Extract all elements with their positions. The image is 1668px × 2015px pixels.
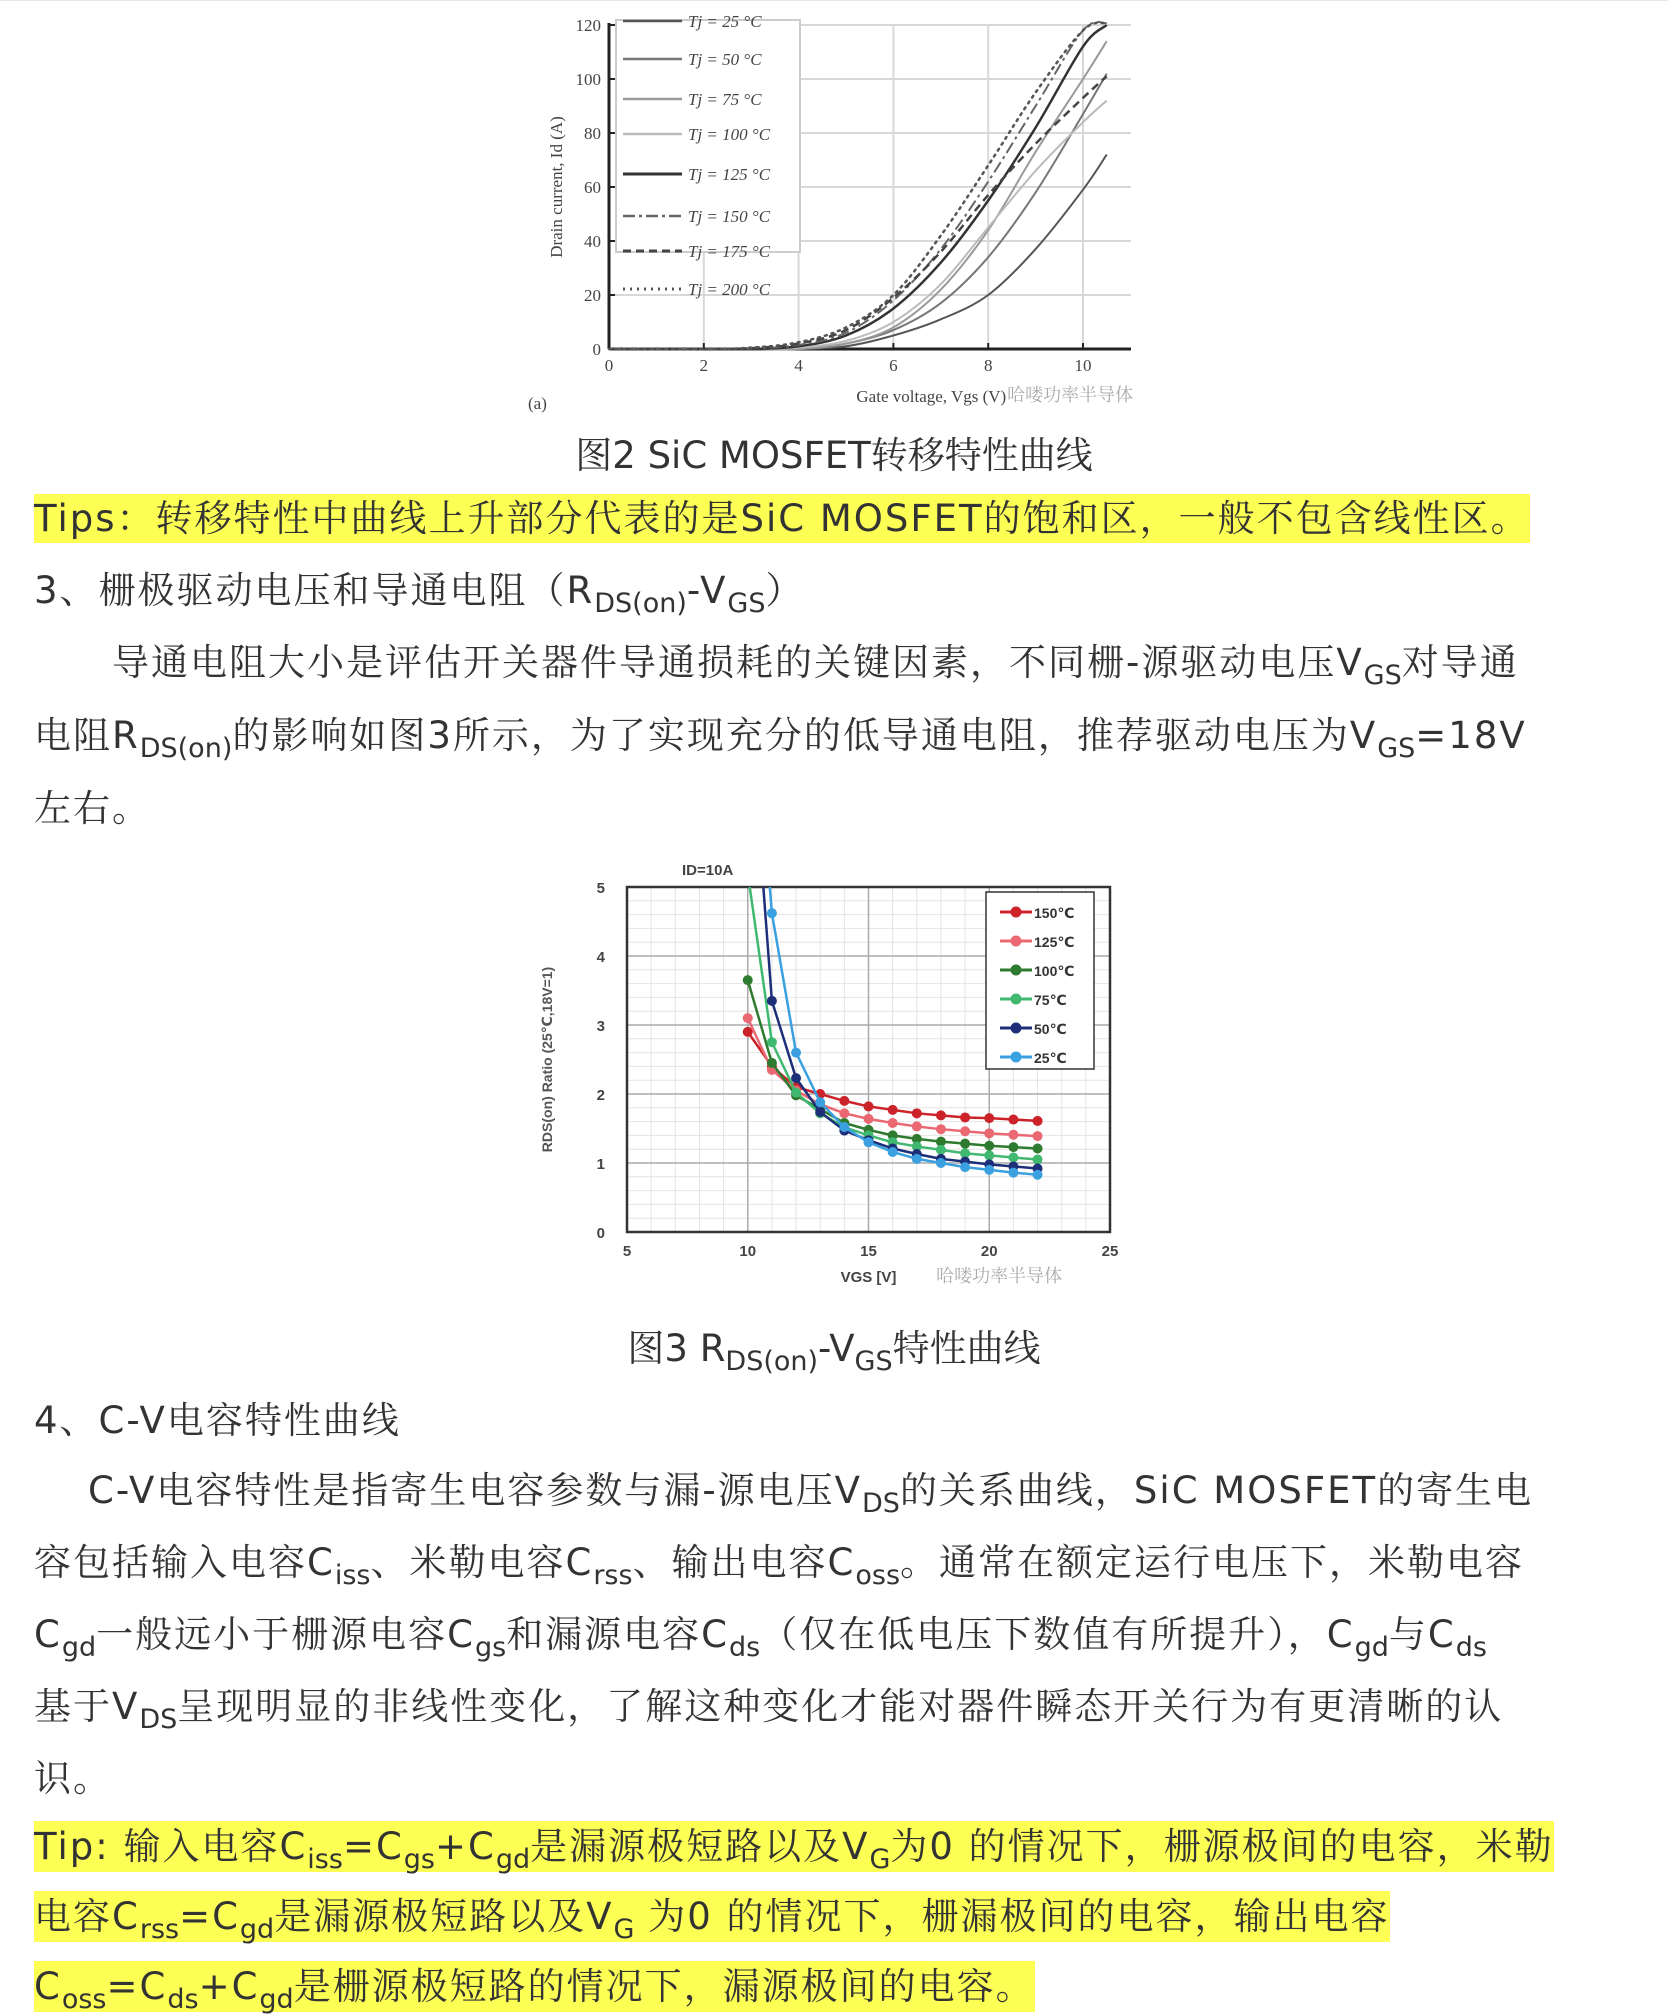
svg-text:Tj = 100 °C: Tj = 100 °C [688,125,771,144]
section-4-line-4: 基于$V_{DS}$呈现明显的非线性变化，了解这种变化才能对器件瞬态开关行为有更清晰的认 [34,1685,1504,1735]
highlighted-tip: 电容$C_{rss}=C_{gd}$是漏源极短路以及$V_G$ 为0 的情况下，栅漏极间的电容，输出电容 [34,1891,1390,1942]
svg-text:80: 80 [584,124,601,143]
svg-text:哈喽功率半导体: 哈喽功率半导体 [1007,385,1134,406]
section-3-paragraph-line-1: 导通电阻大小是评估开关器件导通损耗的关键因素，不同栅-源驱动电压$V_{GS}$对导通 [112,641,1519,691]
svg-text:4: 4 [596,949,605,966]
svg-text:ID=10A: ID=10A [682,862,734,879]
svg-text:20: 20 [980,1243,998,1260]
svg-text:Drain current, Id (A): Drain current, Id (A) [547,116,566,258]
svg-text:15: 15 [860,1243,877,1260]
tips-transfer-note [34,488,1530,542]
svg-text:1: 1 [596,1156,605,1173]
svg-text:8: 8 [983,356,993,375]
svg-text:10: 10 [739,1243,757,1260]
svg-text:25℃: 25℃ [1034,1050,1067,1066]
svg-text:25: 25 [1101,1243,1119,1260]
svg-text:50℃: 50℃ [1034,1021,1067,1037]
section-4-line-2: 容包括输入电容$C_{iss}$、米勒电容$C_{rss}$、输出电容$C_{oss}$。通常在额定运行电压下，米勒电容 [34,1541,1525,1591]
section-4-heading: 4、C-V电容特性曲线 [34,1399,401,1442]
svg-text:20: 20 [584,286,601,305]
highlighted-tip: Tip: 输入电容$C_{iss}=C_{gs}+C_{gd}$是漏源极短路以及$V_G$为0 的情况下，栅源极间的电容，米勒 [34,1821,1554,1872]
svg-text:125℃: 125℃ [1034,934,1075,950]
highlighted-tip: $C_{oss}=C_{ds}+C_{gd}$是栅源极短路的情况下，漏源极间的电容。 [34,1961,1035,2012]
svg-text:Tj = 200 °C: Tj = 200 °C [688,280,771,299]
svg-text:2: 2 [596,1087,605,1104]
svg-text:(a): (a) [528,394,547,413]
svg-text:4: 4 [794,356,803,375]
svg-text:VGS [V]: VGS [V] [840,1269,897,1286]
svg-text:10: 10 [1074,356,1092,375]
transfer-characteristics-plot [520,0,1140,420]
svg-text:哈喽功率半导体: 哈喽功率半导体 [936,1266,1063,1287]
svg-text:40: 40 [584,232,601,251]
svg-text:60: 60 [584,178,601,197]
svg-text:0: 0 [604,356,614,375]
section-4-line-3: $C_{gd}$一般远小于栅源电容$C_{gs}$和漏源电容$C_{ds}$（仅在低电压下数值有所提升），$C_{gd}$与$C_{ds}$ [34,1613,1487,1663]
svg-text:5: 5 [622,1243,632,1260]
rdson-vgs-plot [520,840,1140,1300]
svg-text:Tj = 50 °C: Tj = 50 °C [688,50,762,69]
section-4-line-5: 识。 [34,1757,112,1800]
figure-3-caption: 图3 $R_{DS(on)}-V_{GS}$特性曲线 [627,1327,1041,1377]
svg-text:100℃: 100℃ [1034,963,1075,979]
svg-text:75℃: 75℃ [1034,992,1067,1008]
section-3-heading: 3、栅极驱动电压和导通电阻$(R_{DS(on)}-V_{GS})$ [34,569,805,619]
highlighted-tip: Tips：转移特性中曲线上升部分代表的是SiC MOSFET的饱和区，一般不包含线性区。 [34,494,1530,543]
section-3-paragraph-line-2: 电阻$R_{DS(on)}$的影响如图3所示，为了实现充分的低导通电阻，推荐驱动电压为$V_{GS}=18V$ [34,714,1527,764]
tip-capacitance-line-2 [34,1886,1390,1945]
svg-text:0: 0 [596,1225,605,1242]
svg-text:2: 2 [699,356,709,375]
svg-text:0: 0 [592,340,601,359]
svg-text:Tj = 125 °C: Tj = 125 °C [688,165,771,184]
svg-text:120: 120 [575,16,601,35]
svg-text:6: 6 [889,356,898,375]
section-3-paragraph-line-3: 左右。 [34,787,151,830]
svg-text:Tj = 150 °C: Tj = 150 °C [688,207,771,226]
svg-text:Gate voltage, Vgs (V): Gate voltage, Vgs (V) [856,387,1007,406]
chart1-legend [616,12,800,299]
svg-text:Tj = 175 °C: Tj = 175 °C [688,242,771,261]
figure-2-caption: 图2 SiC MOSFET转移特性曲线 [575,434,1093,477]
svg-text:RDS(on) Ratio (25℃,18V=1): RDS(on) Ratio (25℃,18V=1) [539,966,555,1153]
figure-2-transfer-chart [520,0,1140,420]
svg-text:3: 3 [596,1018,605,1035]
svg-text:100: 100 [575,70,601,89]
tip-capacitance-line-1 [34,1816,1554,1875]
figure-3-rdson-chart [520,840,1140,1300]
tip-capacitance-line-3 [34,1956,1035,2015]
svg-text:Tj = 75 °C: Tj = 75 °C [688,90,762,109]
section-4-line-1: C-V电容特性是指寄生电容参数与漏-源电压$V_{DS}$的关系曲线，SiC MOSFET的寄生电 [88,1469,1534,1519]
svg-text:5: 5 [596,880,605,897]
chart2-legend [986,892,1094,1069]
svg-text:150℃: 150℃ [1034,905,1075,921]
svg-text:Tj = 25 °C: Tj = 25 °C [688,12,762,31]
